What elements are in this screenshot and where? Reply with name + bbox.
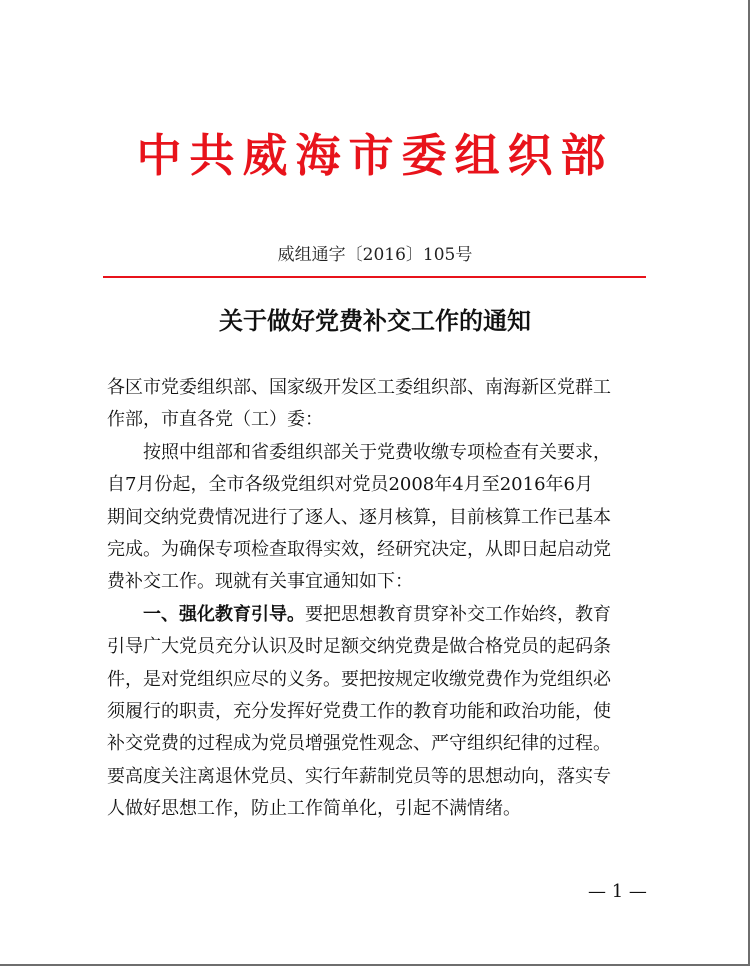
body-line: 各区市党委组织部、国家级开发区工委组织部、南海新区党群工 [107, 377, 611, 398]
document-body [107, 372, 652, 825]
body-line: 人做好思想工作，防止工作简单化，引起不满情绪。 [107, 798, 521, 820]
body-line: 引导广大党员充分认识及时足额交纳党费是做合格党员的起码条 [107, 636, 611, 658]
body-line: 自7月份起，全市各级党组织对党员2008年4月至2016年6月 [107, 474, 593, 496]
body-line: 期间交纳党费情况进行了逐人、逐月核算，目前核算工作已基本 [107, 506, 611, 528]
body-line: 要高度关注离退休党员、实行年薪制党员等的思想动向，落实专 [107, 765, 611, 787]
org-header-title: 中共威海市委组织部 [136, 129, 614, 182]
section-1-heading: 一、强化教育引导。 [143, 603, 305, 625]
body-line: 按照中组部和省委组织部关于党费收缴专项检查有关要求， [143, 441, 611, 463]
notice-title: 关于做好党费补交工作的通知 [219, 306, 531, 335]
document-number: 威组通字〔2016〕105号 [277, 245, 473, 265]
red-divider-line [103, 276, 646, 278]
body-line: 费补交工作。现就有关事宜通知如下： [107, 571, 413, 593]
body-line: 作部，市直各党（工）委： [107, 409, 323, 431]
body-line: 补交党费的过程成为党员增强党性观念、严守组织纪律的过程。 [107, 733, 611, 755]
body-line: 件，是对党组织应尽的义务。要把按规定收缴党费作为党组织必 [107, 668, 611, 690]
body-line: 完成。为确保专项检查取得实效，经研究决定，从即日起启动党 [107, 538, 611, 560]
section-1-text: 要把思想教育贯穿补交工作始终，教育 [305, 603, 611, 625]
page-number: — 1 — [588, 881, 647, 902]
body-line: 须履行的职责，充分发挥好党费工作的教育功能和政治功能，使 [107, 700, 611, 722]
section-1-first-line [107, 599, 652, 631]
